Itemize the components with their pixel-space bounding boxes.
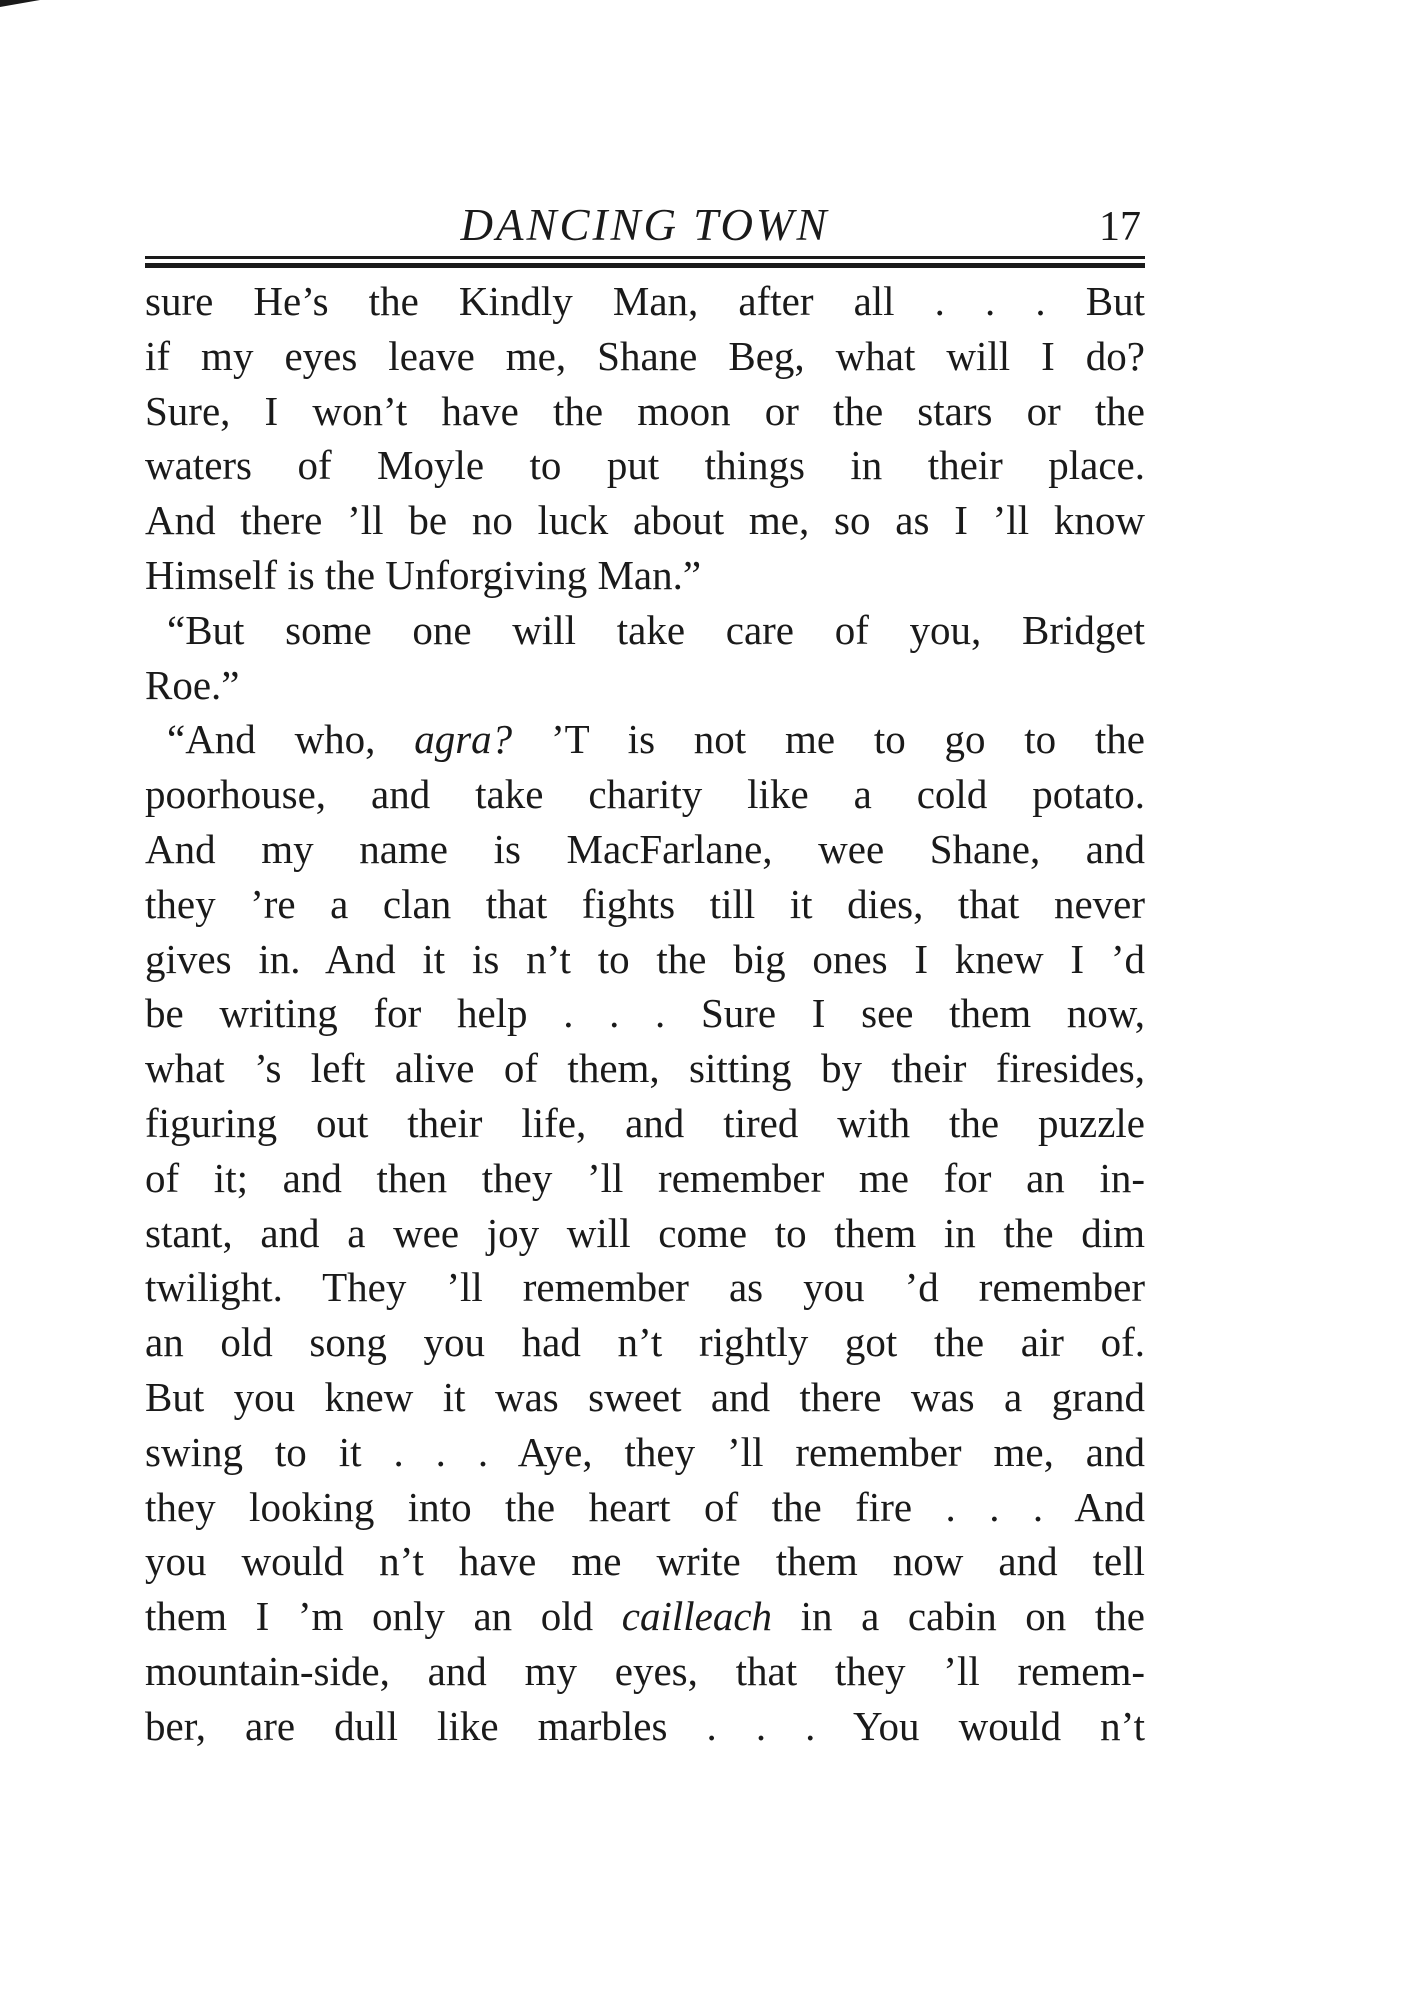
text-line: twilight. They ’ll remember as you ’d remember (145, 1264, 1145, 1311)
italic-word: cailleach (621, 1593, 773, 1640)
text-line: ber, are dull like marbles . . . You would n’t (145, 1702, 1145, 1749)
italic-word: agra? (414, 716, 513, 763)
text-line: stant, and a wee joy will come to them in the dim (145, 1209, 1145, 1256)
text-line: be writing for help . . . Sure I see them now, (145, 990, 1145, 1037)
text-line: mountain-side, and my eyes, that they ’ll remem- (145, 1647, 1145, 1694)
text-line: Himself is the Unforgiving Man.” (145, 551, 702, 598)
text-line: an old song you had n’t rightly got the air of. (145, 1319, 1145, 1366)
text-line: “And who, agra? ’T is not me to go to the (167, 716, 1146, 763)
text-line: sure He’s the Kindly Man, after all . . . But (145, 278, 1145, 324)
text-line: And there ’ll be no luck about me, so as I ’ll know (145, 497, 1145, 544)
running-head (145, 196, 1145, 254)
text-line: But you knew it was sweet and there was a grand (145, 1373, 1145, 1420)
text-line: swing to it . . . Aye, they ’ll remember me, and (145, 1428, 1145, 1475)
text-line: what ’s left alive of them, sitting by their firesides, (145, 1045, 1145, 1092)
text-line: them I ’m only an old cailleach in a cabin on the (145, 1593, 1145, 1640)
body-text (145, 274, 1145, 1754)
text-line: Roe.” (145, 661, 240, 708)
text-line: poorhouse, and take charity like a cold potato. (145, 771, 1145, 818)
text-line: And my name is MacFarlane, wee Shane, and (145, 825, 1145, 872)
text-line: waters of Moyle to put things in their place. (145, 442, 1145, 489)
text-line: you would n’t have me write them now and tell (145, 1538, 1145, 1585)
text-line: Sure, I won’t have the moon or the stars or the (145, 387, 1145, 434)
text-line: of it; and then they ’ll remember me for an in- (145, 1154, 1145, 1201)
page-number: 17 (1099, 204, 1141, 250)
running-title: DANCING TOWN (460, 200, 830, 250)
text-line: they looking into the heart of the fire . . . And (145, 1483, 1145, 1530)
text-line: gives in. And it is n’t to the big ones I knew I ’d (145, 935, 1145, 982)
page-corner-mark (0, 0, 40, 7)
header-rule (145, 256, 1145, 268)
book-page (145, 196, 1145, 1754)
text-line: if my eyes leave me, Shane Beg, what will I do? (145, 332, 1145, 379)
text-line: figuring out their life, and tired with the puzzle (145, 1099, 1145, 1146)
text-line: they ’re a clan that fights till it dies, that never (145, 880, 1145, 927)
text-line: “But some one will take care of you, Bridget (167, 606, 1145, 653)
